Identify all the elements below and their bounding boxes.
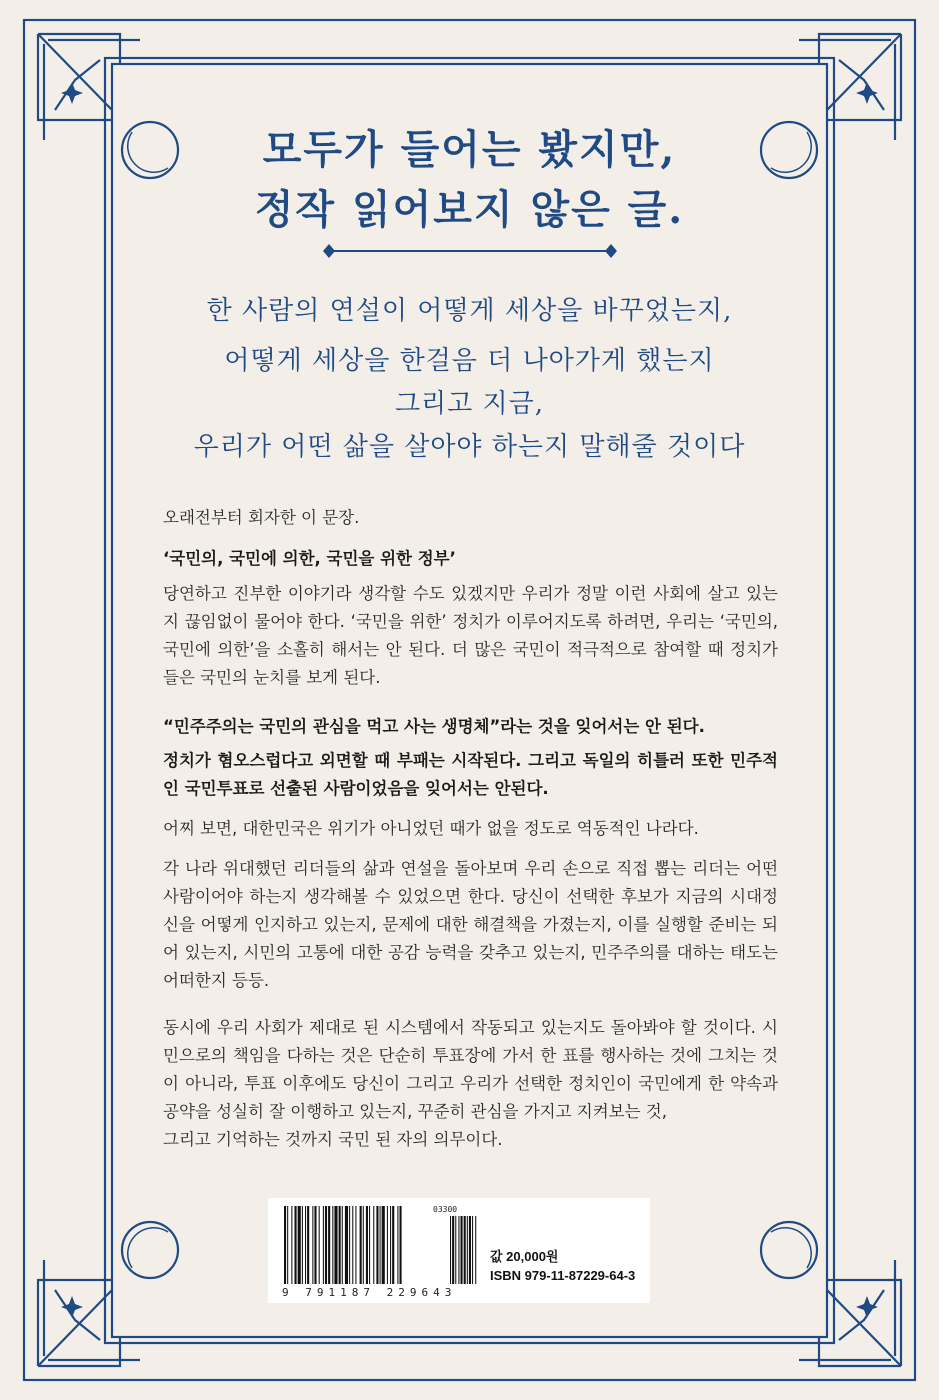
frame-corner-ornament-icon [38, 1222, 178, 1366]
barcode-bar [369, 1206, 370, 1284]
paragraph-3: 각 나라 위대했던 리더들의 삶과 연설을 돌아보며 우리 손으로 직접 뽑는 리더는 어떤 사람이어야 하는지 생각해볼 수 있었으면 한다. 당신이 선택한 후보가 지금의 시대정신을 어떻게 인지하고 있는지, 문제에 대한 해결책을 가졌는지, 이를 실행할 준비는 되어 있는지, 시민의 고통에 대한 공감 능력을 갖추고 있는지, 민주주의를 대하는 태도는 어떠한지 등등. [163, 859, 778, 990]
subheading-line-4: 우리가 어떤 삶을 살아야 하는지 말해줄 것이다 [193, 432, 746, 462]
intro-text: 오래전부터 회자한 이 문장. [163, 508, 360, 527]
isbn-label: ISBN 979-11-87229-64-3 [490, 1268, 636, 1283]
barcode-addon-bar [469, 1216, 471, 1284]
barcode-bar [366, 1206, 368, 1284]
barcode-digits: 9 791187 229643 [282, 1286, 457, 1299]
paragraph-4-main: 동시에 우리 사회가 제대로 된 시스템에서 작동되고 있는지도 돌아봐야 할 것이다. 시민으로의 책임을 다하는 것은 단순히 투표장에 가서 한 표를 행사하는 것에 그치는 것이 아니라, 투표 이후에도 당신이 그리고 우리가 선택한 정치인이 국민에게 한 약속과 공약을 성실히 잘 이행하고 있는지, 꾸준히 관심을 가지고 지켜보는 것, [163, 1018, 778, 1121]
price-label: 값 20,000원 [490, 1249, 559, 1264]
barcode-bar [387, 1206, 388, 1284]
paragraph-1: 당연하고 진부한 이야기라 생각할 수도 있겠지만 우리가 정말 이런 사회에 살고 있는지 끊임없이 물어야 한다. ‘국민을 위한’ 정치가 이루어지도록 하려면, 우리는 ‘국민의, 국민에 의한’을 소홀히 해서는 안 된다. 더 많은 국민이 적극적으로 참여할 때 정치가들은 국민의 눈치를 보게 된다. [163, 584, 778, 687]
subheading-line-3: 그리고 지금, [394, 389, 545, 419]
barcode-addon-bar [455, 1216, 456, 1284]
barcode-bar [397, 1206, 398, 1284]
barcode-bar [319, 1206, 320, 1284]
barcode-addon-bar [467, 1216, 468, 1284]
headline-line-2: 정작 읽어보지 않은 글. [254, 186, 685, 233]
sparkle-icon [61, 1296, 83, 1318]
barcode-bar [298, 1206, 301, 1284]
barcode-bar [349, 1206, 350, 1284]
barcode-bar [376, 1206, 378, 1284]
barcode-addon-bar [452, 1216, 454, 1284]
sparkle-icon [856, 1296, 878, 1318]
barcode-bar [360, 1206, 362, 1284]
barcode-bar [295, 1206, 297, 1284]
barcode-addon-bar [472, 1216, 473, 1284]
barcode-bar [380, 1206, 381, 1284]
barcode-bar [284, 1206, 286, 1284]
headline-line-1: 모두가 들어는 봤지만, [262, 126, 677, 173]
barcode-addon-bar [450, 1216, 451, 1284]
paragraph-2: 어찌 보면, 대한민국은 위기가 아니었던 때가 없을 정도로 역동적인 나라다. [163, 819, 699, 838]
barcode-bar [305, 1206, 306, 1284]
barcode-bar [342, 1206, 343, 1284]
diamond-divider-icon [315, 236, 625, 266]
barcode-bar [302, 1206, 303, 1284]
barcode-icon [282, 1206, 502, 1288]
barcode-bar [392, 1206, 394, 1284]
barcode-addon-bar [475, 1216, 476, 1284]
barcode-bar [328, 1206, 330, 1284]
barcode-bar [334, 1206, 337, 1284]
barcode-bar [291, 1206, 292, 1284]
sparkle-icon [856, 82, 878, 104]
barcode-addon: 03300 [433, 1205, 458, 1214]
barcode-bar [287, 1206, 288, 1284]
subheading-line-2: 어떻게 세상을 한걸음 더 나아가게 했는지 [224, 346, 715, 376]
bold-paragraph [163, 713, 778, 803]
barcode-bar [363, 1206, 364, 1284]
barcode-bar [307, 1206, 309, 1284]
bold-line-2: 정치가 혐오스럽다고 외면할 때 부패는 시작된다. 그리고 독일의 히틀러 또한 민주적인 국민투표로 선출된 사람이었음을 잊어서는 안된다. [163, 751, 778, 798]
barcode-bar [323, 1206, 324, 1284]
subheading-line-1: 한 사람의 연설이 어떻게 세상을 바꾸었는지, [206, 296, 733, 326]
barcode-addon-bar [458, 1216, 459, 1284]
barcode-addon-bar [464, 1216, 466, 1284]
quote-gettysburg: ‘국민의, 국민에 의한, 국민을 위한 정부’ [163, 549, 456, 568]
barcode-bar [352, 1206, 353, 1284]
frame-corner-ornament-icon [761, 1222, 901, 1366]
barcode-bar [314, 1206, 316, 1284]
paragraph-4 [163, 1014, 778, 1154]
paragraph-4-last: 그리고 기억하는 것까지 국민 된 자의 의무이다. [163, 1130, 503, 1149]
bold-line-1: “민주주의는 국민의 관심을 먹고 사는 생명체”라는 것을 잊어서는 안 된다. [163, 717, 705, 736]
barcode-bar [390, 1206, 391, 1284]
barcode-area [268, 1198, 650, 1303]
barcode-bar [345, 1206, 348, 1284]
barcode-bar [400, 1206, 402, 1284]
barcode-bar [355, 1206, 356, 1284]
sparkle-icon [61, 82, 83, 104]
barcode-bar [382, 1206, 385, 1284]
barcode-bar [332, 1206, 333, 1284]
barcode-bar [325, 1206, 327, 1284]
barcode-addon-bar [461, 1216, 463, 1284]
barcode-bar [312, 1206, 313, 1284]
barcode-bar [373, 1206, 374, 1284]
barcode-bar [339, 1206, 341, 1284]
